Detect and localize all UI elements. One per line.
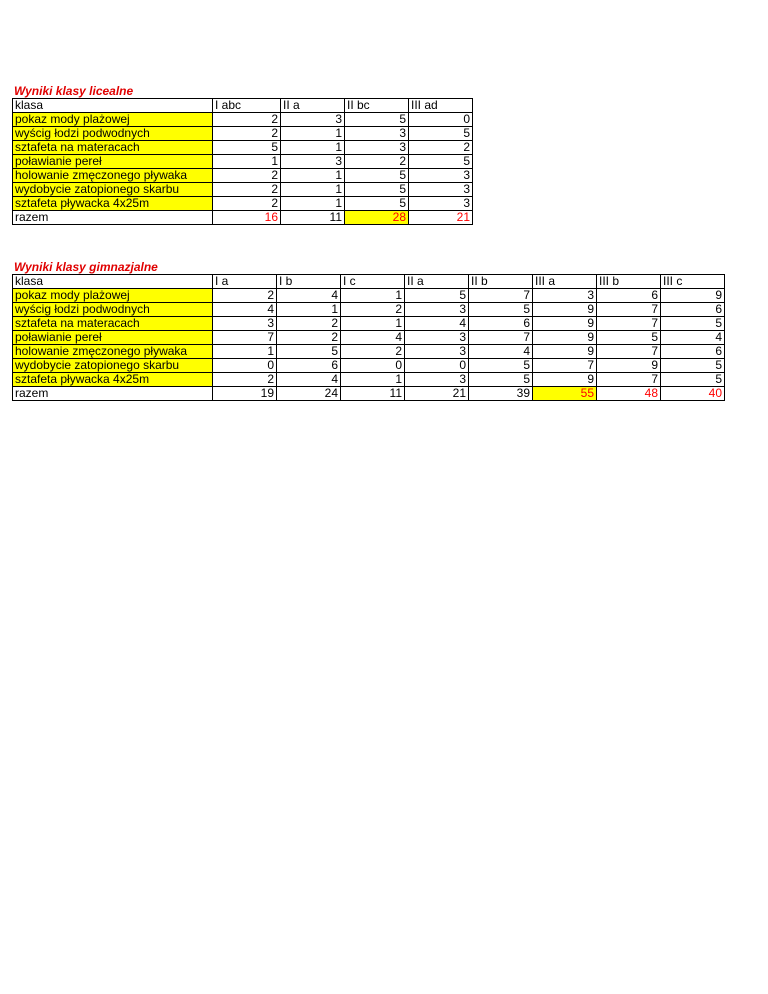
score-cell: 7 [597,303,661,317]
score-cell: 5 [345,113,409,127]
lyceum-results-table [12,98,473,225]
score-cell: 1 [281,197,345,211]
score-cell: 3 [405,345,469,359]
total-cell: 24 [277,387,341,401]
score-cell: 3 [213,317,277,331]
event-label: sztafeta pływacka 4x25m [13,373,213,387]
table-row [13,169,473,183]
total-cell: 21 [405,387,469,401]
score-cell: 3 [405,303,469,317]
event-label: poławianie pereł [13,331,213,345]
score-cell: 5 [277,345,341,359]
table-header-row [13,99,473,113]
header-cell: III a [533,275,597,289]
score-cell: 3 [409,197,473,211]
score-cell: 6 [661,303,725,317]
table-header-row [13,275,725,289]
header-cell: III b [597,275,661,289]
score-cell: 7 [213,331,277,345]
score-cell: 7 [597,317,661,331]
score-cell: 4 [341,331,405,345]
score-cell: 1 [281,141,345,155]
score-cell: 5 [469,359,533,373]
score-cell: 7 [597,345,661,359]
score-cell: 7 [469,331,533,345]
event-label: poławianie pereł [13,155,213,169]
table-row [13,317,725,331]
lyceum-section-title: Wyniki klasy licealne [14,84,134,98]
score-cell: 1 [341,289,405,303]
score-cell: 6 [469,317,533,331]
total-cell: 48 [597,387,661,401]
total-cell: 21 [409,211,473,225]
table-row [13,289,725,303]
event-label: wydobycie zatopionego skarbu [13,183,213,197]
score-cell: 2 [341,345,405,359]
score-cell: 1 [277,303,341,317]
score-cell: 9 [533,373,597,387]
score-cell: 0 [341,359,405,373]
score-cell: 2 [213,289,277,303]
event-label: sztafeta na materacach [13,317,213,331]
total-label: razem [13,387,213,401]
score-cell: 4 [277,373,341,387]
total-cell: 40 [661,387,725,401]
table-row [13,331,725,345]
score-cell: 4 [213,303,277,317]
header-cell: I a [213,275,277,289]
winner-total-cell: 55 [533,387,597,401]
score-cell: 0 [213,359,277,373]
score-cell: 3 [281,155,345,169]
header-cell: klasa [13,275,213,289]
total-row [13,387,725,401]
table-row [13,303,725,317]
score-cell: 4 [661,331,725,345]
gymnasium-section-title: Wyniki klasy gimnazjalne [14,260,158,274]
score-cell: 2 [213,183,281,197]
event-label: sztafeta na materacach [13,141,213,155]
header-cell: III ad [409,99,473,113]
score-cell: 4 [469,345,533,359]
score-cell: 5 [345,169,409,183]
table-row [13,345,725,359]
score-cell: 9 [661,289,725,303]
header-cell: III c [661,275,725,289]
total-cell: 11 [341,387,405,401]
event-label: wyścig łodzi podwodnych [13,127,213,141]
score-cell: 5 [405,289,469,303]
score-cell: 2 [213,127,281,141]
score-cell: 2 [213,197,281,211]
event-label: holowanie zmęczonego pływaka [13,345,213,359]
score-cell: 1 [281,183,345,197]
score-cell: 2 [345,155,409,169]
score-cell: 2 [277,317,341,331]
score-cell: 2 [277,331,341,345]
score-cell: 1 [213,155,281,169]
score-cell: 5 [661,373,725,387]
table-row [13,127,473,141]
score-cell: 9 [533,317,597,331]
score-cell: 3 [405,331,469,345]
score-cell: 2 [213,113,281,127]
table-row [13,183,473,197]
score-cell: 5 [597,331,661,345]
score-cell: 0 [409,113,473,127]
score-cell: 5 [409,155,473,169]
score-cell: 7 [533,359,597,373]
score-cell: 3 [345,141,409,155]
score-cell: 1 [341,317,405,331]
score-cell: 3 [409,183,473,197]
total-cell: 39 [469,387,533,401]
score-cell: 2 [341,303,405,317]
score-cell: 9 [533,331,597,345]
score-cell: 0 [405,359,469,373]
score-cell: 5 [409,127,473,141]
score-cell: 5 [469,373,533,387]
score-cell: 4 [405,317,469,331]
table-row [13,359,725,373]
event-label: holowanie zmęczonego pływaka [13,169,213,183]
header-cell: I c [341,275,405,289]
score-cell: 7 [597,373,661,387]
total-cell: 11 [281,211,345,225]
event-label: wyścig łodzi podwodnych [13,303,213,317]
score-cell: 7 [469,289,533,303]
score-cell: 5 [213,141,281,155]
score-cell: 5 [661,359,725,373]
event-label: pokaz mody plażowej [13,113,213,127]
score-cell: 5 [345,183,409,197]
score-cell: 1 [213,345,277,359]
header-cell: II a [281,99,345,113]
score-cell: 5 [469,303,533,317]
score-cell: 1 [341,373,405,387]
header-cell: klasa [13,99,213,113]
score-cell: 9 [597,359,661,373]
event-label: pokaz mody plażowej [13,289,213,303]
score-cell: 9 [533,345,597,359]
score-cell: 6 [277,359,341,373]
total-cell: 16 [213,211,281,225]
score-cell: 3 [281,113,345,127]
table-row [13,373,725,387]
event-label: sztafeta pływacka 4x25m [13,197,213,211]
score-cell: 6 [597,289,661,303]
header-cell: II bc [345,99,409,113]
score-cell: 2 [213,373,277,387]
total-row [13,211,473,225]
score-cell: 3 [409,169,473,183]
score-cell: 3 [405,373,469,387]
score-cell: 1 [281,127,345,141]
header-cell: II a [405,275,469,289]
score-cell: 5 [345,197,409,211]
gymnasium-results-table [12,274,725,401]
header-cell: I b [277,275,341,289]
score-cell: 6 [661,345,725,359]
table-row [13,197,473,211]
table-row [13,155,473,169]
winner-total-cell: 28 [345,211,409,225]
score-cell: 2 [213,169,281,183]
table-row [13,113,473,127]
score-cell: 3 [533,289,597,303]
header-cell: I abc [213,99,281,113]
score-cell: 1 [281,169,345,183]
score-cell: 4 [277,289,341,303]
total-label: razem [13,211,213,225]
event-label: wydobycie zatopionego skarbu [13,359,213,373]
score-cell: 3 [345,127,409,141]
score-cell: 5 [661,317,725,331]
score-cell: 9 [533,303,597,317]
total-cell: 19 [213,387,277,401]
score-cell: 2 [409,141,473,155]
header-cell: II b [469,275,533,289]
table-row [13,141,473,155]
